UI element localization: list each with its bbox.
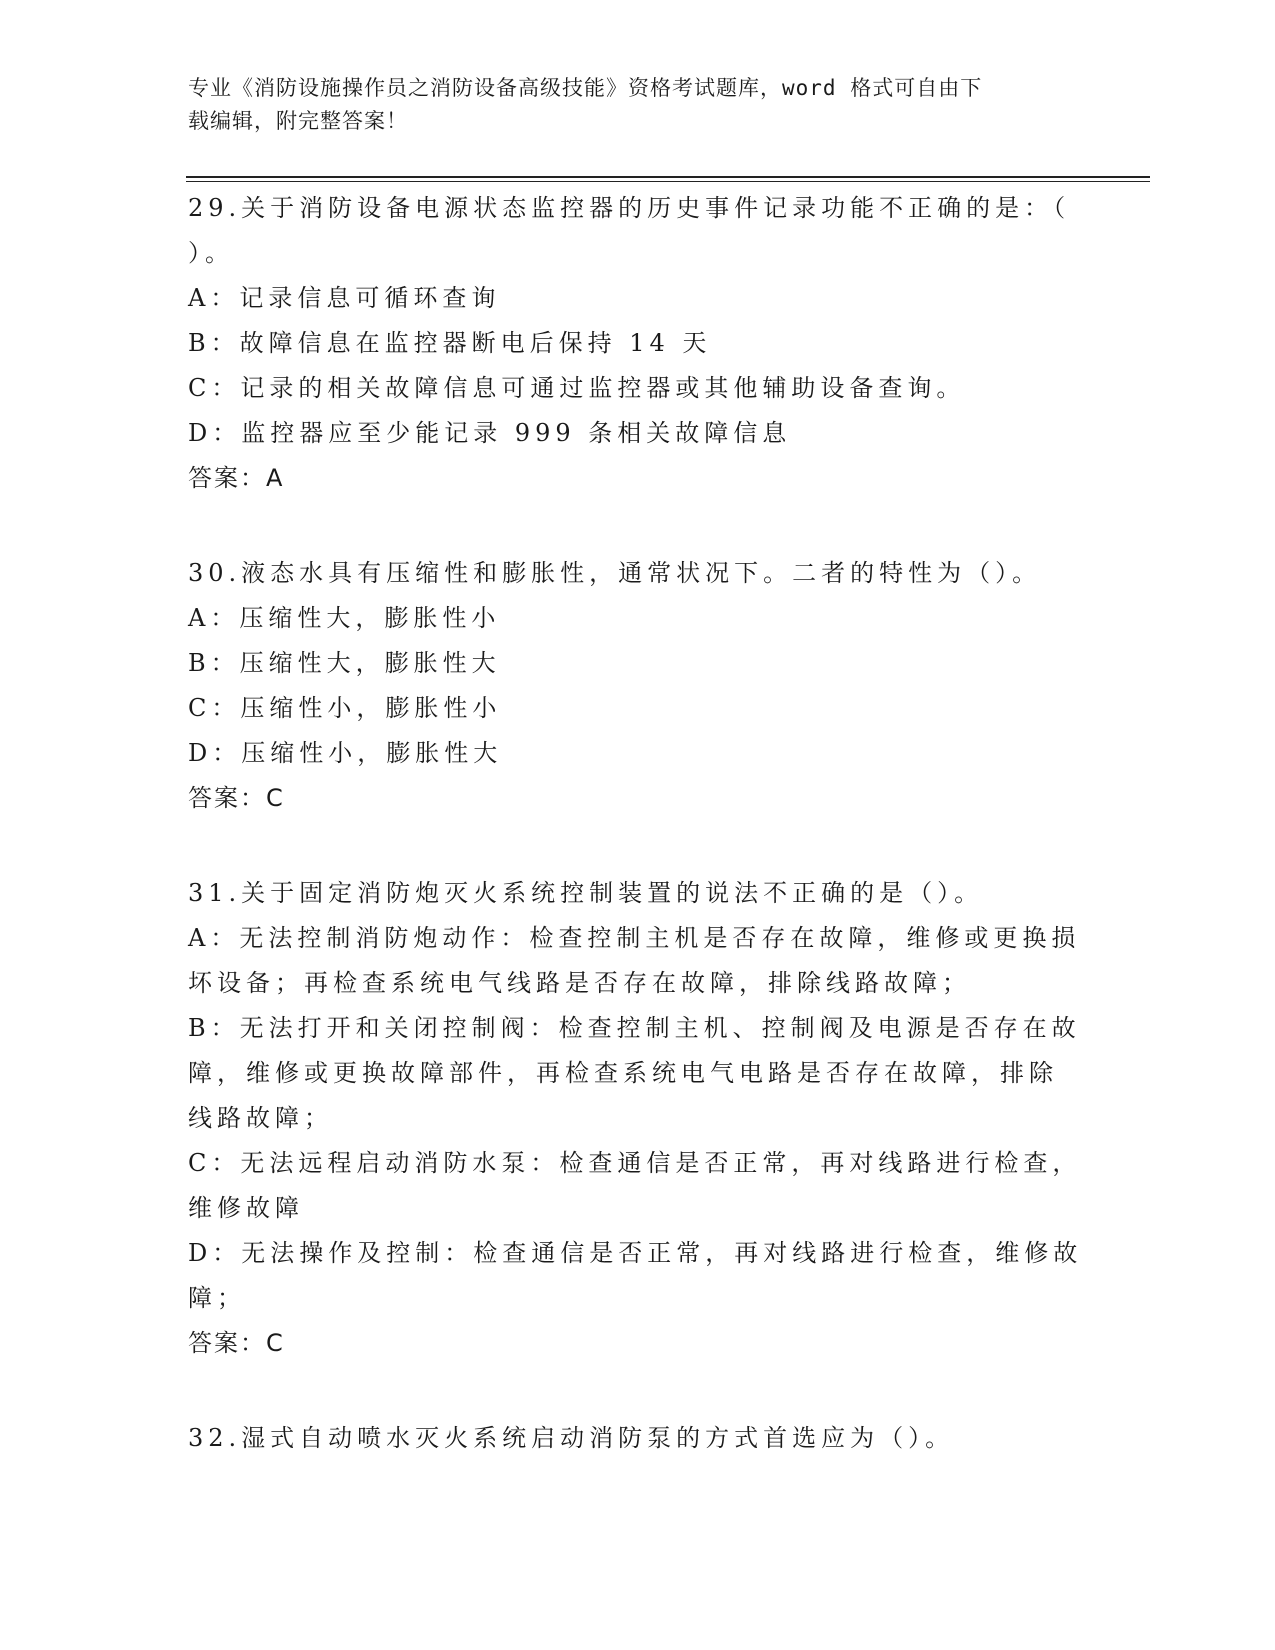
option-line: A：压缩性大，膨胀性小 [188,604,501,632]
option-line: 维修故障 [188,1194,304,1222]
option-line: D：监控器应至少能记录 999 条相关故障信息 [188,419,792,447]
header-divider-thin [186,181,1150,182]
question-stem: 31.关于固定消防炮灭火系统控制装置的说法不正确的是（）。 [188,879,984,907]
option-line: A：记录信息可循环查询 [188,284,501,312]
question-block [188,186,1088,501]
option-line: C：记录的相关故障信息可通过监控器或其他辅助设备查询。 [188,374,966,402]
question-block [188,871,1088,1366]
option-line: B：无法打开和关闭控制阀：检查控制主机、控制阀及电源是否存在故 [188,1014,1081,1042]
option-line: 障，维修或更换故障部件，再检查系统电气电路是否存在故障，排除 [188,1059,1058,1087]
option-line: 坏设备；再检查系统电气线路是否存在故障，排除线路故障； [188,969,971,997]
option-line: C：无法远程启动消防水泵：检查通信是否正常，再对线路进行检查， [188,1149,1082,1177]
question-stem: 32.湿式自动喷水灭火系统启动消防泵的方式首选应为（）。 [188,1424,955,1452]
question-stem: 30.液态水具有压缩性和膨胀性，通常状况下。二者的特性为（）。 [188,559,1042,587]
option-line: B：压缩性大，膨胀性大 [188,649,501,677]
answer-line: 答案：C [188,784,285,812]
question-list [188,186,1088,1511]
option-line: C：压缩性小，膨胀性小 [188,694,502,722]
option-line: D：无法操作及控制：检查通信是否正常，再对线路进行检查，维修故 [188,1239,1083,1267]
question-stem: ）。 [188,239,234,267]
document-header [188,72,1068,138]
option-line: B：故障信息在监控器断电后保持 14 天 [188,329,712,357]
question-stem: 29.关于消防设备电源状态监控器的历史事件记录功能不正确的是：（ [188,194,1071,222]
question-block [188,551,1088,821]
header-line-2: 载编辑，附完整答案！ [188,109,408,133]
option-line: D：压缩性小，膨胀性大 [188,739,503,767]
question-block [188,1416,1088,1461]
answer-line: 答案：A [188,464,285,492]
answer-line: 答案：C [188,1329,285,1357]
option-line: 障； [188,1284,246,1312]
header-divider-thick [186,176,1150,178]
option-line: 线路故障； [188,1104,333,1132]
header-line-1: 专业《消防设施操作员之消防设备高级技能》资格考试题库，word 格式可自由下 [188,76,983,100]
option-line: A：无法控制消防炮动作：检查控制主机是否存在故障，维修或更换损 [188,924,1081,952]
